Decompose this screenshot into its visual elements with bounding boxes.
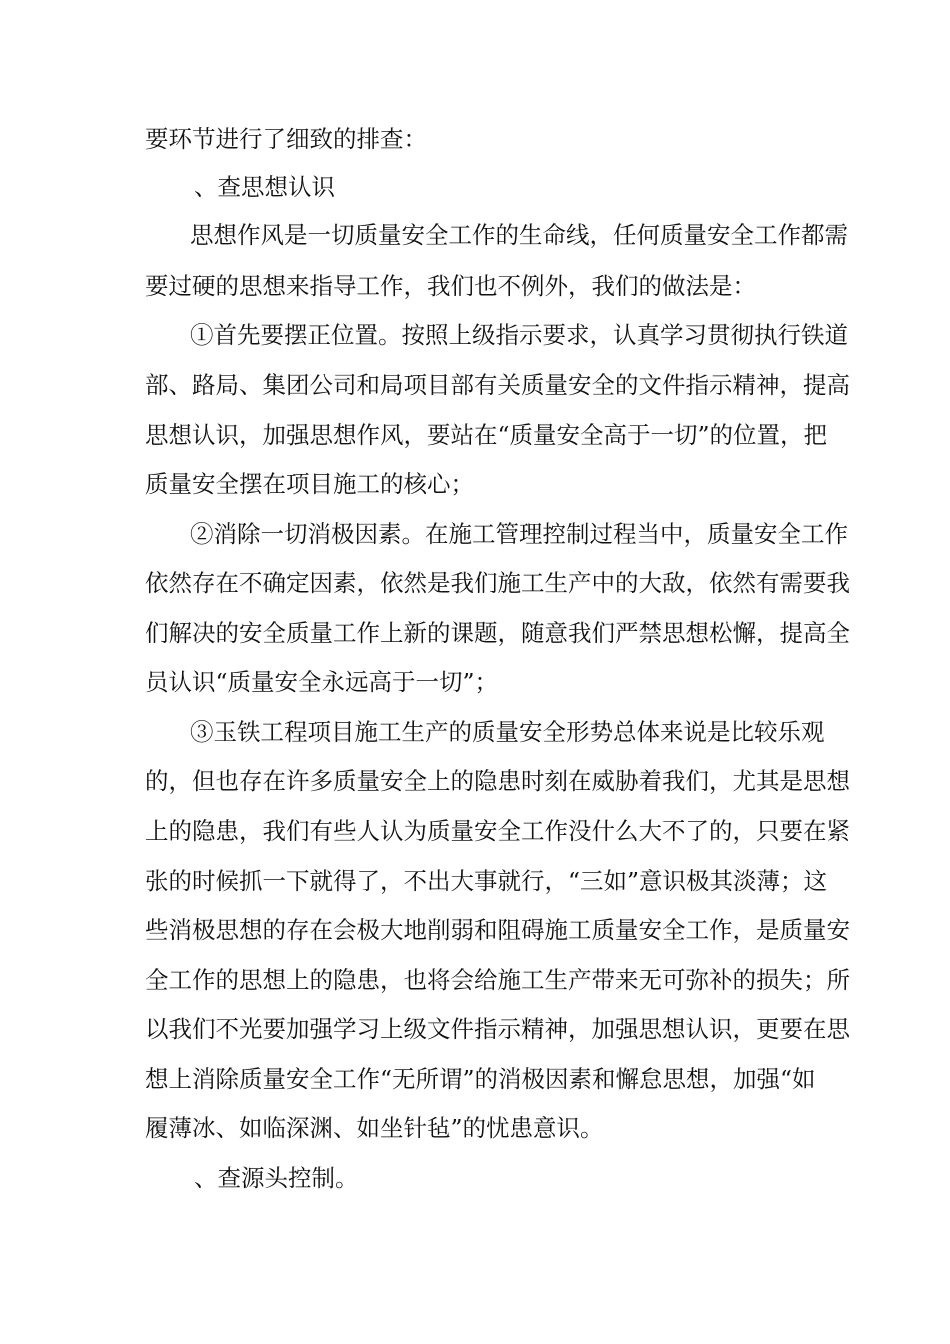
text-line: ①首先要摆正位置。按照上级指示要求，认真学习贯彻执行铁道 bbox=[190, 321, 848, 349]
text-line: 上的隐患，我们有些人认为质量安全工作没什么大不了的，只要在紧 bbox=[145, 817, 850, 845]
text-line: ③玉铁工程项目施工生产的质量安全形势总体来说是比较乐观 bbox=[190, 718, 825, 746]
text-line: 履薄冰、如临深渊、如坐针毡”的忧患意识。 bbox=[145, 1114, 604, 1142]
text-line: 想上消除质量安全工作“无所谓”的消极因素和懈怠思想，加强“如 bbox=[145, 1065, 816, 1093]
text-line: 些消极思想的存在会极大地削弱和阻碍施工质量安全工作，是质量安 bbox=[145, 916, 850, 944]
text-line: ②消除一切消极因素。在施工管理控制过程当中，质量安全工作 bbox=[190, 520, 848, 548]
text-line: 的，但也存在许多质量安全上的隐患时刻在威胁着我们，尤其是思想 bbox=[145, 767, 850, 795]
text-line: 思想认识，加强思想作风，要站在“质量安全高于一切”的位置，把 bbox=[145, 421, 828, 449]
text-line: 们解决的安全质量工作上新的课题，随意我们严禁思想松懈，提高全 bbox=[145, 619, 850, 647]
text-line: 部、路局、集团公司和局项目部有关质量安全的文件指示精神，提高 bbox=[145, 371, 850, 399]
text-line: 张的时候抓一下就得了，不出大事就行，“三如”意识极其淡薄；这 bbox=[145, 867, 828, 895]
text-line: 思想作风是一切质量安全工作的生命线，任何质量安全工作都需 bbox=[190, 221, 848, 249]
text-line: 依然存在不确定因素，依然是我们施工生产中的大敌，依然有需要我 bbox=[145, 569, 850, 597]
section-heading: 、查源头控制。 bbox=[194, 1164, 359, 1192]
text-line: 以我们不光要加强学习上级文件指示精神，加强思想认识，更要在思 bbox=[145, 1015, 850, 1043]
section-heading: 、查思想认识 bbox=[194, 173, 335, 201]
text-line: 质量安全摆在项目施工的核心； bbox=[145, 470, 474, 498]
text-line: 全工作的思想上的隐患，也将会给施工生产带来无可弥补的损失；所 bbox=[145, 966, 850, 994]
text-line: 要过硬的思想来指导工作，我们也不例外，我们的做法是： bbox=[145, 272, 756, 300]
text-line: 员认识“质量安全永远高于一切”； bbox=[145, 668, 499, 696]
text-line: 要环节进行了细致的排查： bbox=[145, 125, 427, 153]
